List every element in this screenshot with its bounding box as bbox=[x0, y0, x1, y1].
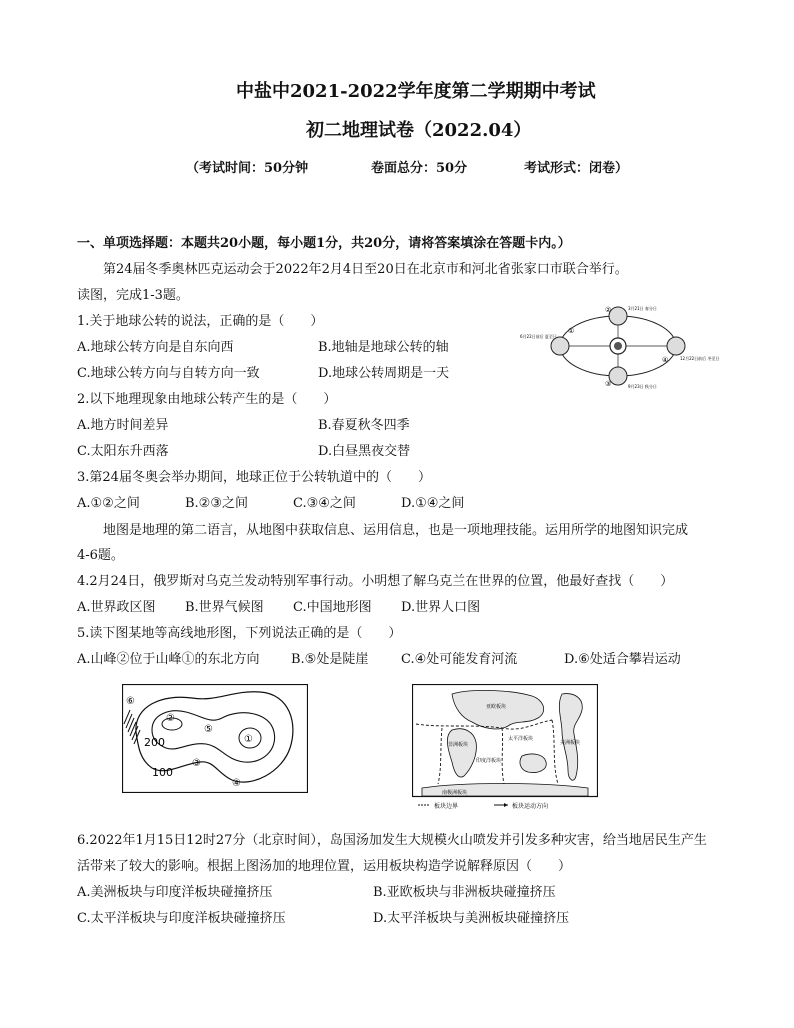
question-5-option-a: A.山峰②位于山峰①的东北方向 bbox=[77, 652, 260, 667]
section-heading: 一、单项选择题：本题共20小题，每小题1分，共20分，请将答案填涂在答题卡内。） bbox=[77, 236, 571, 251]
earth-orbit-diagram bbox=[520, 300, 720, 392]
question-5-option-c: C.④处可能发育河流 bbox=[401, 652, 518, 667]
question-4-option-d: D.世界人口图 bbox=[401, 600, 481, 615]
contour-label-200: 200 bbox=[144, 736, 165, 749]
question-1-option-a: A.地球公转方向是自东向西 bbox=[77, 340, 234, 355]
orbit-label-right: 12月22日前后 冬至日 bbox=[680, 356, 720, 361]
legend-direction-label: 板块运动方向 bbox=[512, 803, 549, 810]
contour-mark-2: ② bbox=[166, 713, 175, 724]
orbit-mark-2: ② bbox=[605, 306, 612, 314]
question-4-stem: 4.2月24日，俄罗斯对乌克兰发动特别军事行动。小明想了解乌克兰在世界的位置，他最好查找（ ） bbox=[77, 574, 674, 589]
sun-core bbox=[614, 342, 622, 350]
contour-mark-4: ④ bbox=[232, 778, 241, 789]
question-3-option-b: B.②③之间 bbox=[185, 496, 248, 511]
exam-time: （考试时间：50分钟 bbox=[186, 161, 309, 176]
question-2-option-b: B.春夏秋冬四季 bbox=[318, 418, 410, 433]
question-3-option-d: D.①④之间 bbox=[401, 496, 465, 511]
question-5-option-d: D.⑥处适合攀岩运动 bbox=[564, 652, 681, 667]
contour-mark-1: ① bbox=[244, 734, 253, 745]
arrow-icon bbox=[504, 803, 508, 807]
contour-label-100: 100 bbox=[152, 766, 173, 779]
intro-instruction: 读图，完成1-3题。 bbox=[77, 288, 189, 303]
contour-map bbox=[122, 684, 308, 793]
question-1-option-d: D.地球公转周期是一天 bbox=[318, 366, 450, 381]
world-plates-map bbox=[412, 684, 598, 810]
question-1-stem: 1.关于地球公转的说法，正确的是（ ） bbox=[77, 314, 324, 329]
question-2-stem: 2.以下地理现象由地球公转产生的是（ ） bbox=[77, 392, 337, 407]
question-6-option-c: C.太平洋板块与印度洋板块碰撞挤压 bbox=[77, 911, 286, 926]
question-6-stem-line1: 6.2022年1月15日12时27分（北京时间），岛国汤加发生大规模火山喷发并引发多种灾害，给当地居民生产生 bbox=[77, 833, 707, 848]
question-6-option-d: D.太平洋板块与美洲板块碰撞挤压 bbox=[373, 911, 570, 926]
orbit-mark-4: ④ bbox=[662, 356, 669, 364]
contour-mark-6: ⑥ bbox=[126, 696, 135, 707]
contour-mark-5: ⑤ bbox=[204, 724, 213, 735]
intro-4-6-line2: 4-6题。 bbox=[77, 548, 124, 563]
question-2-option-c: C.太阳东升西落 bbox=[77, 444, 169, 459]
orbit-label-bottom: 9月23日 秋分日 bbox=[628, 384, 657, 389]
question-1-option-b: B.地轴是地球公转的轴 bbox=[318, 340, 449, 355]
question-6-stem-line2: 活带来了较大的影响。根据上图汤加的地理位置，运用板块构造学说解释原因（ ） bbox=[77, 859, 572, 874]
contour-mark-3: ③ bbox=[192, 758, 201, 769]
question-2-option-a: A.地方时间差异 bbox=[77, 418, 169, 433]
question-2-option-d: D.白昼黑夜交替 bbox=[318, 444, 411, 459]
orbit-label-left: 6月22日前后 夏至日 bbox=[520, 334, 557, 339]
continent-australia bbox=[520, 754, 546, 773]
total-score: 卷面总分：50分 bbox=[371, 161, 468, 176]
question-1-option-c: C.地球公转方向与自转方向一致 bbox=[77, 366, 260, 381]
exam-title: 中盐中2021-2022学年度第二学期期中考试 bbox=[236, 81, 596, 102]
question-5-stem: 5.读下图某地等高线地形图，下列说法正确的是（ ） bbox=[77, 626, 402, 641]
plate-label-america: 美洲板块 bbox=[560, 740, 581, 746]
question-5-option-b: B.⑤处是陡崖 bbox=[291, 652, 369, 667]
question-4-option-c: C.中国地形图 bbox=[293, 600, 372, 615]
earth-icon-right bbox=[667, 337, 685, 355]
plate-label-indian: 印度洋板块 bbox=[476, 758, 502, 764]
question-3-stem: 3.第24届冬奥会举办期间，地球正位于公转轨道中的（ ） bbox=[77, 470, 431, 485]
exam-form: 考试形式：闭卷） bbox=[524, 161, 629, 176]
question-3-option-a: A.①②之间 bbox=[77, 496, 140, 511]
legend-boundary-label: 板块边界 bbox=[434, 803, 459, 810]
question-4-option-a: A.世界政区图 bbox=[77, 600, 156, 615]
question-6-option-b: B.亚欧板块与非洲板块碰撞挤压 bbox=[373, 885, 556, 900]
earth-icon-top bbox=[609, 307, 627, 325]
question-4-option-b: B.世界气候图 bbox=[185, 600, 264, 615]
earth-icon-bottom bbox=[609, 367, 627, 385]
orbit-mark-3: ③ bbox=[605, 380, 612, 388]
orbit-mark-1: ① bbox=[568, 327, 575, 335]
orbit-label-top: 3月21日 春分日 bbox=[628, 306, 657, 311]
intro-paragraph: 第24届冬季奥林匹克运动会于2022年2月4日至20日在北京市和河北省张家口市联合举行。 bbox=[103, 262, 628, 277]
plate-label-africa: 非洲板块 bbox=[448, 742, 469, 748]
plate-label-eurasia: 亚欧板块 bbox=[486, 704, 507, 710]
earth-icon-left bbox=[551, 337, 569, 355]
question-3-option-c: C.③④之间 bbox=[293, 496, 356, 511]
intro-4-6-line1: 地图是地理的第二语言，从地图中获取信息、运用信息，也是一项地理技能。运用所学的地图知识完成 bbox=[103, 523, 689, 538]
plate-label-pacific: 太平洋板块 bbox=[508, 736, 534, 742]
exam-subtitle: 初二地理试卷（2022.04） bbox=[306, 120, 532, 141]
plate-label-antarctic: 南极洲板块 bbox=[442, 790, 468, 796]
question-6-option-a: A.美洲板块与印度洋板块碰撞挤压 bbox=[77, 885, 273, 900]
